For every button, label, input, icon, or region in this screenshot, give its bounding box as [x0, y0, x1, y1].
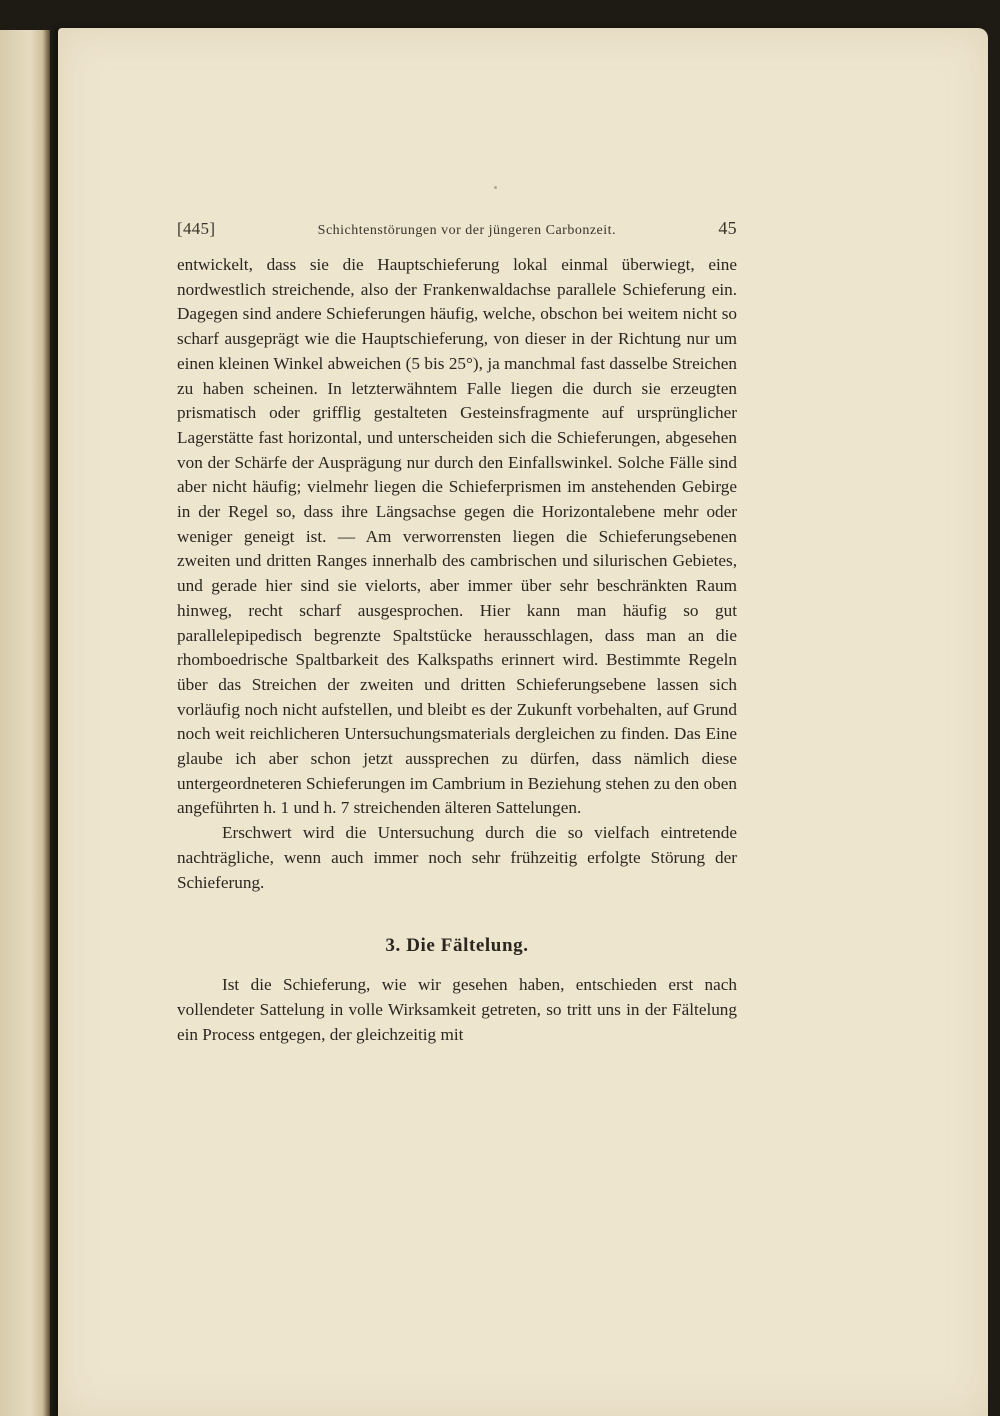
section-heading: 3. Die Fältelung.	[385, 935, 529, 957]
page-number: 45	[718, 218, 737, 238]
running-head	[177, 218, 737, 239]
running-title: Schichtenstörungen vor der jüngeren Carbonzeit.	[317, 223, 617, 238]
previous-page-edge	[0, 30, 50, 1416]
body-paragraph-2: Erschwert wird die Untersuchung durch die so vielfach eintretende nachträgliche, wenn auch immer noch sehr frühzeitig erfolgte Störung der Schieferung.	[177, 823, 737, 892]
original-page-number: [445]	[177, 219, 216, 238]
section-paragraph: Ist die Schieferung, wie wir gesehen haben, entschieden erst nach vollendeter Sattelung in volle Wirksamkeit getreten, so tritt uns in der Fältelung ein Process entgegen, der gleichzeitig mit	[177, 975, 737, 1044]
body-paragraph-1: entwickelt, dass sie die Hauptschieferung lokal einmal überwiegt, eine nordwestlich streichende, also der Frankenwaldachse parallele Schieferung ein. Dagegen sind andere Schieferungen häufig, welche, obschon bei weitem nicht so scharf ausgeprägt wie die Hauptschieferung, von dieser in der Richtung nur um einen kleinen Winkel abweichen (5 bis 25°), ja manchmal fast dasselbe Streichen zu haben scheinen. In letzterwähntem Falle liegen die durch sie erzeugten prismatisch oder grifflig gestalteten Gesteinsfragmente auf ursprünglicher Lagerstätte fast horizontal, und unterscheiden sich die Schieferungen, abgesehen von der Schärfe der Ausprägung nur durch den Einfallswinkel. Solche Fälle sind aber nicht häufig; vielmehr liegen die Schieferprismen im anstehenden Gebirge in der Regel so, dass ihre Längsachse gegen die Horizontalebene mehr oder weniger geneigt ist. — Am verworrensten liegen die Schieferungsebenen zweiten und dritten Ranges innerhalb des cambrischen und silurischen Gebietes, und gerade hier sind sie vielorts, aber immer über sehr beschränkten Raum hinweg, recht scharf ausgesprochen. Hier kann man häufig so gut parallelepipedisch begrenzte Spaltstücke herausschlagen, dass man an die rhomboedrische Spaltbarkeit des Kalkspaths erinnert wird. Bestimmte Regeln über das Streichen der zweiten und dritten Schieferungsebene lassen sich vorläufig noch nicht aufstellen, und bleibt es der Zukunft vorbehalten, auf Grund noch weit reichlicheren Untersuchungsmaterials dergleichen zu finden. Das Eine glaube ich aber schon jetzt aussprechen zu dürfen, dass nämlich diese untergeordneteren Schieferungen im Cambrium in Beziehung stehen zu den oben angeführten h. 1 und h. 7 streichenden älteren Sattelungen.	[177, 255, 737, 818]
page-text-block	[177, 218, 737, 1047]
page-speck	[494, 186, 497, 189]
